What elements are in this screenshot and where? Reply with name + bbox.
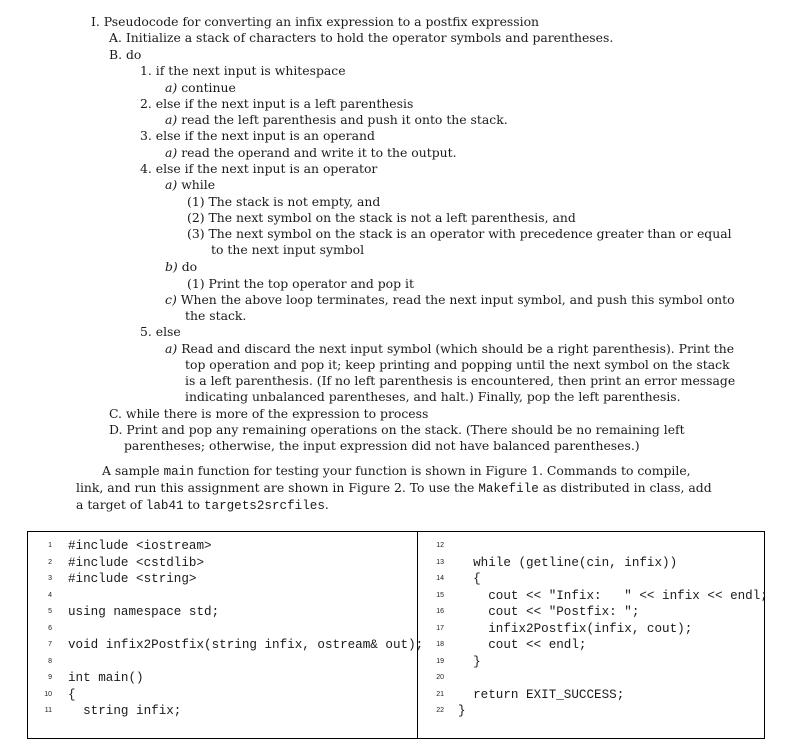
substep-1a: a) continue — [165, 80, 236, 95]
outline-step-b: B. do — [109, 47, 142, 62]
condition-3: (3) The next symbol on the stack is an operator with precedence greater than or equal to the next input symbol — [187, 226, 732, 257]
substep-4b: b) do — [165, 259, 198, 274]
line-number: 8 — [48, 657, 52, 665]
line-number: 18 — [436, 641, 444, 648]
code-line: void infix2Postfix(string infix, ostream& out); — [68, 638, 424, 652]
outline-step-d: D. Print and pop any remaining operations on the stack. (There should be no remaining left parentheses; otherwise, the input expression did not have balanced parentheses.) — [109, 422, 685, 453]
code-line: while (getline(cin, infix)) — [458, 555, 678, 570]
substep-2: 2. else if the next input is a left parenthesis — [140, 96, 414, 111]
code-line: #include <iostream> — [68, 539, 212, 553]
line-number: 2 — [48, 558, 52, 566]
substep-5: 5. else — [140, 324, 181, 339]
line-number: 4 — [48, 591, 52, 599]
code-line: #include <cstdlib> — [68, 555, 205, 570]
code-line: cout << endl; — [458, 638, 587, 652]
line-number: 1 — [48, 542, 52, 549]
line-number: 22 — [436, 707, 444, 714]
code-line: } — [458, 704, 466, 718]
code-line: { — [458, 572, 481, 586]
code-line: using namespace std; — [68, 605, 220, 619]
substep-2a: a) read the left parenthesis and push it onto the stack. — [165, 112, 508, 127]
code-line: int main() — [68, 671, 144, 685]
action-1: (1) Print the top operator and pop it — [187, 276, 414, 291]
code-line: string infix; — [68, 704, 182, 718]
condition-1: (1) The stack is not empty, and — [187, 194, 381, 209]
substep-4a: a) while — [165, 177, 216, 192]
line-number: 21 — [436, 690, 444, 698]
substep-4: 4. else if the next input is an operator — [140, 161, 378, 176]
line-number: 14 — [436, 575, 444, 582]
line-number: 10 — [44, 690, 52, 698]
line-number: 15 — [436, 591, 444, 599]
substep-4c: c) When the above loop terminates, read the next input symbol, and push this symbol onto the stack. — [165, 292, 735, 323]
code-line: cout << "Postfix: "; — [458, 605, 640, 619]
substep-1: 1. if the next input is whitespace — [140, 63, 346, 78]
code-line: cout << "Infix: " << infix << endl; — [458, 588, 768, 603]
line-number: 20 — [436, 674, 444, 681]
line-number: 17 — [436, 624, 444, 632]
code-line: return EXIT_SUCCESS; — [458, 687, 625, 702]
condition-2: (2) The next symbol on the stack is not a left parenthesis, and — [187, 210, 576, 225]
line-number: 13 — [436, 558, 444, 566]
line-number: 12 — [436, 542, 444, 549]
line-number: 7 — [48, 641, 52, 648]
outline-step-a: A. Initialize a stack of characters to hold the operator symbols and parentheses. — [109, 30, 614, 45]
substep-5a: a) Read and discard the next input symbol (which should be a right parenthesis). Print the top operation and pop it; keep printing and popping until the next symbol on the stack is a left parenthesis. (If no left parenthesis is encountered, then print an error message indicating unbalanced parentheses, and halt.) Finally, pop the left parenthesis. — [165, 341, 736, 404]
line-number: 19 — [436, 657, 444, 665]
line-number: 9 — [48, 674, 52, 681]
code-line: #include <string> — [68, 572, 197, 586]
substep-3a: a) read the operand and write it to the output. — [165, 145, 457, 160]
substep-3: 3. else if the next input is an operand — [140, 128, 375, 143]
line-number: 6 — [48, 624, 52, 632]
code-line: infix2Postfix(infix, cout); — [458, 621, 693, 636]
line-number: 5 — [48, 608, 52, 615]
line-number: 3 — [48, 575, 52, 582]
instructions-paragraph: A sample main function for testing your function is shown in Figure 1. Commands to compile, link, and run this assignment are shown in Figure 2. To use the Makefile as distributed in class, add a target of lab41 to targets2srcfiles. — [76, 463, 712, 513]
code-line: { — [68, 687, 76, 702]
code-line: } — [458, 654, 481, 669]
outline-heading: I. Pseudocode for converting an infix expression to a postfix expression — [91, 14, 540, 29]
code-figure-divider — [417, 531, 418, 738]
line-number: 16 — [436, 608, 444, 615]
line-number: 11 — [44, 707, 52, 714]
outline-step-c: C. while there is more of the expression to process — [109, 406, 429, 421]
